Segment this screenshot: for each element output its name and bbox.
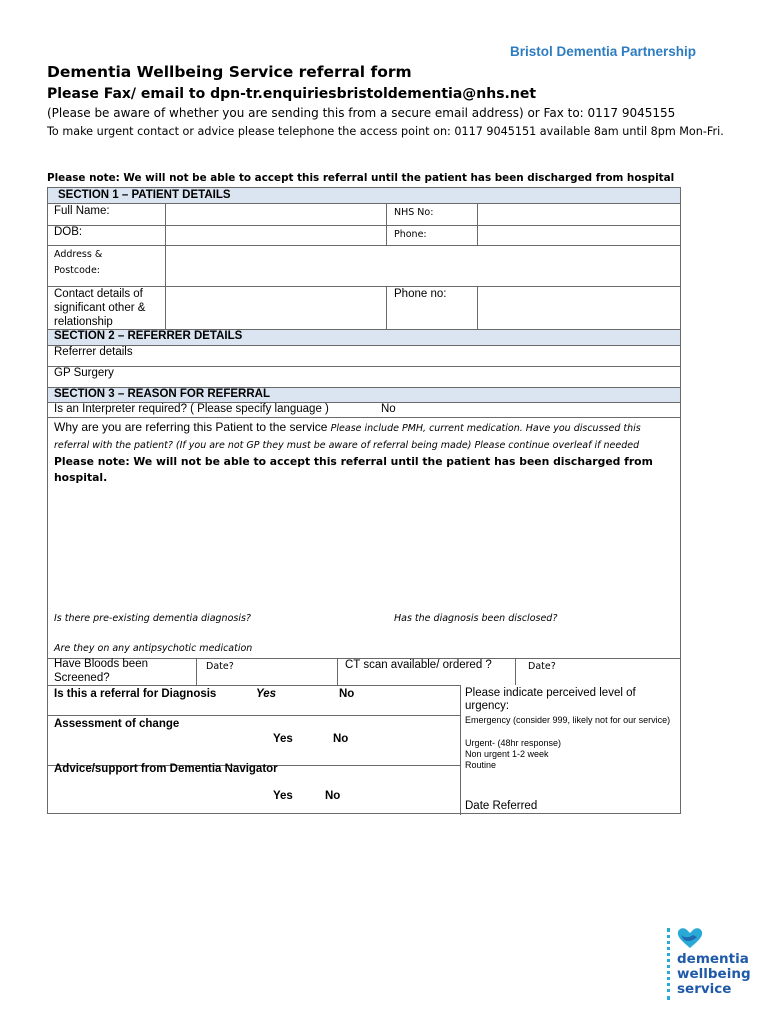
logo-wordmark bbox=[677, 952, 751, 997]
section-3-heading: SECTION 3 – REASON FOR REFERRAL bbox=[54, 388, 270, 400]
preexisting-diagnosis-label: Is there pre-existing dementia diagnosis? bbox=[54, 613, 251, 624]
nhs-no-field[interactable] bbox=[478, 204, 681, 225]
postcode-label: Postcode: bbox=[54, 265, 100, 276]
gp-surgery-label: GP Surgery bbox=[54, 367, 114, 379]
phone-label: Phone: bbox=[394, 229, 427, 240]
referral-reason-field[interactable] bbox=[49, 473, 680, 608]
contact-field[interactable] bbox=[166, 287, 386, 329]
secure-email-notice: (Please be aware of whether you are sending this from a secure email address) or Fax to: 0117 9045155 bbox=[47, 106, 676, 120]
contact-phone-field[interactable] bbox=[478, 287, 681, 329]
urgency-title: Please indicate perceived level of urgency: bbox=[465, 687, 636, 712]
navigator-no[interactable]: No bbox=[325, 790, 341, 802]
phone-field[interactable] bbox=[478, 226, 681, 245]
heart-hands-icon bbox=[676, 926, 704, 950]
ct-date-label: Date? bbox=[528, 661, 556, 672]
date-referred-label: Date Referred bbox=[465, 800, 538, 812]
contact-label-3: relationship bbox=[54, 316, 113, 328]
interpreter-no[interactable]: No bbox=[381, 403, 396, 415]
diagnosis-disclosed-label: Has the diagnosis been disclosed? bbox=[394, 613, 558, 624]
bloods-label-1: Have Bloods been bbox=[54, 658, 148, 670]
address-label: Address & bbox=[54, 249, 103, 260]
urgency-non-urgent[interactable]: Non urgent 1-2 week bbox=[465, 749, 549, 759]
urgency-urgent[interactable]: Urgent- (48hr response) bbox=[465, 738, 562, 748]
urgency-emergency[interactable]: Emergency (consider 999, likely not for our service) bbox=[465, 715, 671, 725]
diagnosis-no[interactable]: No bbox=[339, 688, 355, 700]
diagnosis-yes[interactable]: Yes bbox=[256, 688, 277, 700]
navigator-yes[interactable]: Yes bbox=[273, 790, 293, 802]
logo-line-2: wellbeing bbox=[677, 966, 751, 982]
diagnosis-referral-label: Is this a referral for Diagnosis bbox=[54, 688, 217, 700]
nhs-no-label: NHS No: bbox=[394, 207, 434, 218]
contact-label-2: significant other & bbox=[54, 302, 146, 314]
referral-reason-guidance: Please include PMH, current medication. Have you discussed this referral with the patient? (If you are not GP they must be aware of referral being made) Please continue overleaf if needed bbox=[54, 423, 641, 451]
assessment-no[interactable]: No bbox=[333, 733, 349, 745]
contact-label-1: Contact details of bbox=[54, 288, 143, 300]
full-name-label: Full Name: bbox=[54, 205, 110, 217]
interpreter-label: Is an Interpreter required? ( Please specify language ) bbox=[54, 403, 329, 415]
referrer-details-field[interactable] bbox=[166, 346, 681, 366]
full-name-field[interactable] bbox=[166, 204, 386, 225]
logo-line-3: service bbox=[677, 981, 732, 997]
referral-reason-question: Why are you are referring this Patient to the service bbox=[54, 420, 328, 434]
urgency-routine[interactable]: Routine bbox=[465, 760, 497, 770]
urgent-contact-notice: To make urgent contact or advice please telephone the access point on: 0117 9045151 available 8am until 8pm Mon-Fri. bbox=[47, 125, 724, 138]
assessment-label: Assessment of change bbox=[54, 718, 180, 730]
address-field[interactable] bbox=[166, 246, 681, 286]
logo-line-1: dementia bbox=[677, 951, 749, 967]
gp-surgery-field[interactable] bbox=[166, 367, 681, 387]
referral-form-table bbox=[47, 187, 681, 814]
antipsychotic-label: Are they on any antipsychotic medication bbox=[54, 643, 253, 654]
dementia-wellbeing-logo bbox=[667, 926, 757, 1002]
partner-name: Bristol Dementia Partnership bbox=[510, 44, 697, 59]
ct-scan-label: CT scan available/ ordered ? bbox=[345, 659, 492, 671]
form-title: Dementia Wellbeing Service referral form bbox=[47, 63, 412, 81]
section-2-heading: SECTION 2 – REFERRER DETAILS bbox=[54, 330, 243, 342]
bloods-label-2: Screened? bbox=[54, 672, 110, 684]
navigator-label: Advice/support from Dementia Navigator bbox=[54, 763, 278, 775]
referrer-details-label: Referrer details bbox=[54, 346, 133, 358]
bloods-date-label: Date? bbox=[206, 661, 234, 672]
section-1-heading: SECTION 1 – PATIENT DETAILS bbox=[58, 189, 231, 201]
contact-phone-label: Phone no: bbox=[394, 288, 447, 300]
discharge-note: Please note: We will not be able to accept this referral until the patient has been discharged from hospital bbox=[47, 172, 675, 184]
referral-reason-note: Please note: We will not be able to accept this referral until the patient has been discharged from hospital. bbox=[54, 455, 653, 484]
dob-label: DOB: bbox=[54, 226, 83, 238]
assessment-yes[interactable]: Yes bbox=[273, 733, 293, 745]
dob-field[interactable] bbox=[166, 226, 386, 245]
logo-dotted-bar bbox=[667, 928, 670, 1000]
email-instruction: Please Fax/ email to dpn-tr.enquiriesbristoldementia@nhs.net bbox=[47, 86, 537, 102]
